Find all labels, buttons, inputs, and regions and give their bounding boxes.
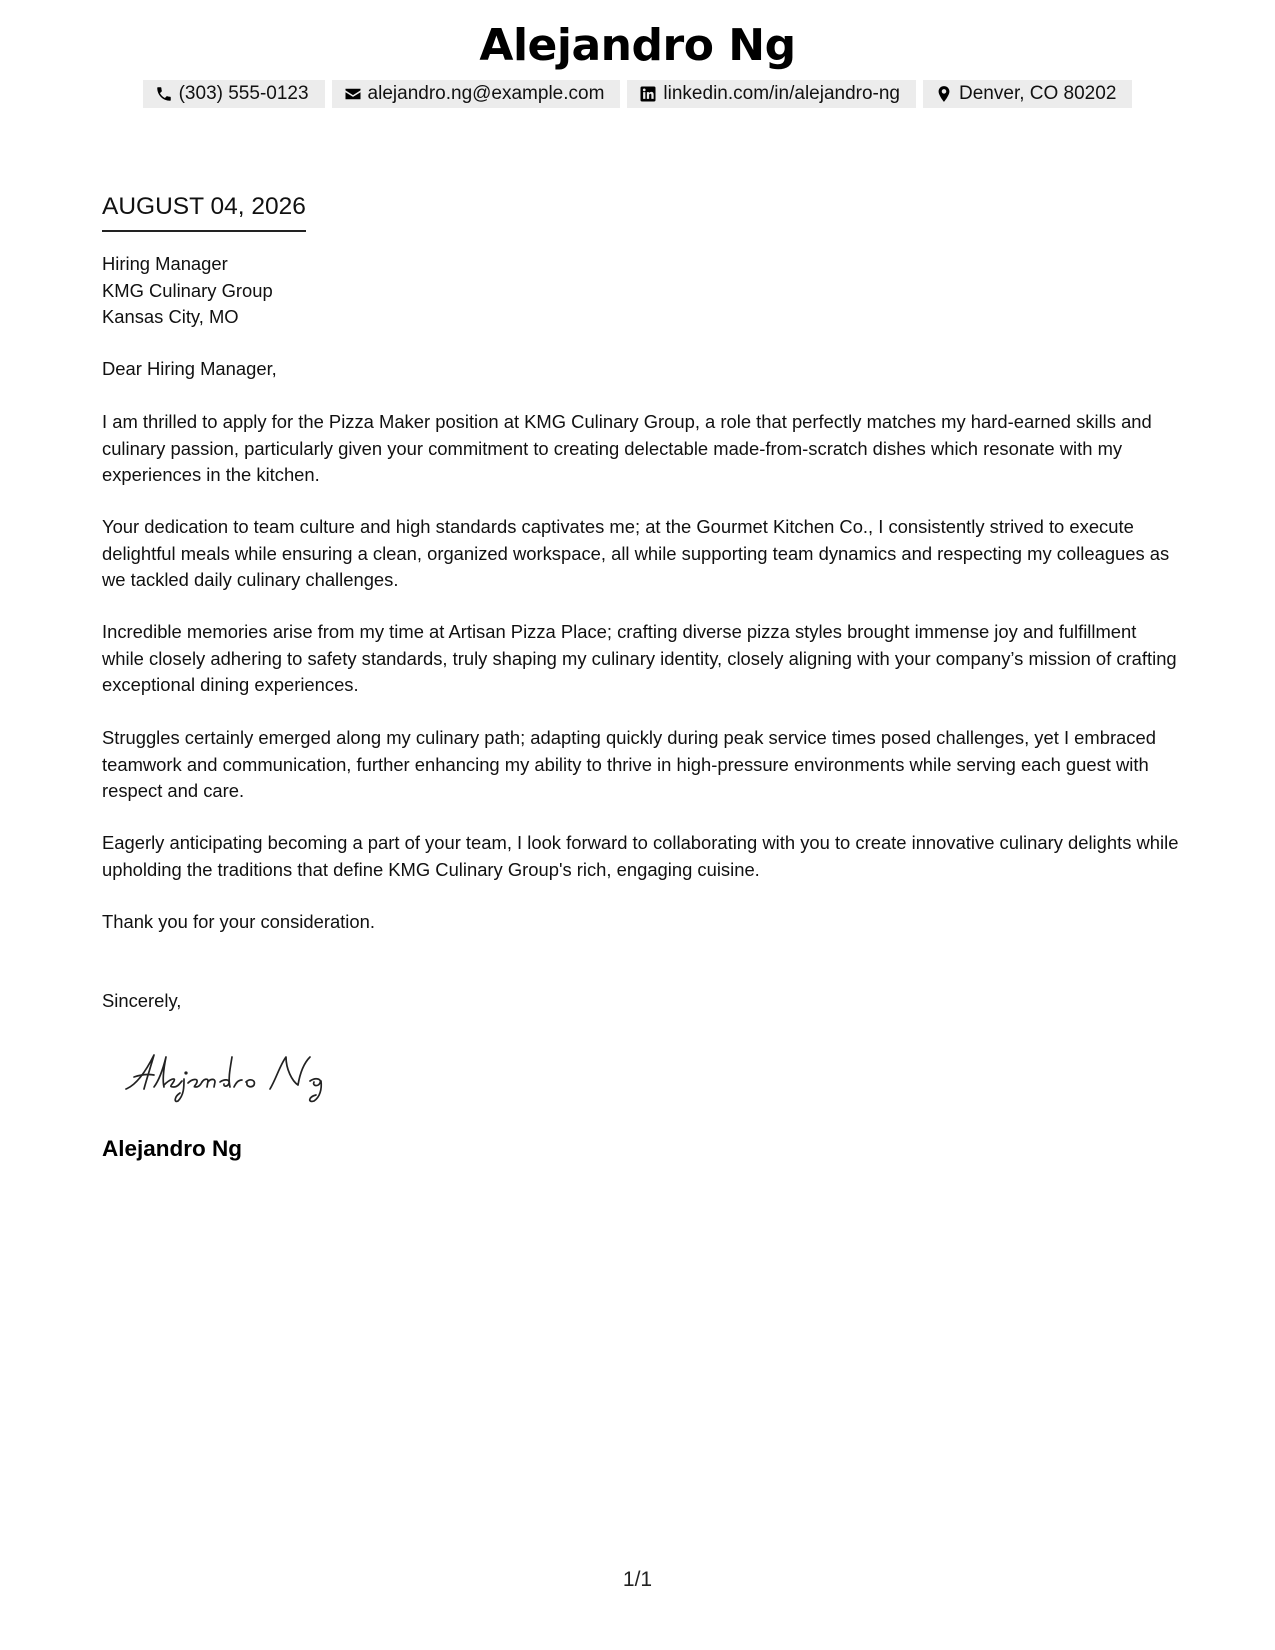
body-paragraph-4: Struggles certainly emerged along my culinary path; adapting quickly during peak service times posed challenges, yet I embraced teamwork and communication, further enhancing my ability to thrive in high-pressure environments while serving each guest with respect and care.: [102, 727, 1156, 801]
recipient-location: Kansas City, MO: [102, 306, 239, 327]
salutation: Dear Hiring Manager,: [102, 358, 277, 379]
contact-linkedin-text: linkedin.com/in/alejandro-ng: [663, 83, 901, 104]
page-indicator: 1/1: [622, 1568, 653, 1591]
body-paragraph-1: I am thrilled to apply for the Pizza Maker position at KMG Culinary Group, a role that perfectly matches my hard-earned skills and culinary passion, particularly given your commitment to creating delectable made-from-scratch dishes which resonate with my experiences in the kitchen.: [102, 411, 1152, 485]
contact-linkedin: [627, 80, 916, 108]
contact-phone-text: (303) 555-0123: [178, 83, 309, 104]
handwritten-signature: [120, 1045, 350, 1105]
map-pin-icon: [935, 85, 953, 103]
contact-email: [332, 80, 621, 108]
closing: Sincerely,: [102, 990, 182, 1011]
contact-bar: [0, 80, 1275, 108]
signer-name: Alejandro Ng: [102, 1136, 243, 1161]
recipient-block: [102, 251, 1182, 331]
linkedin-icon: [639, 85, 657, 103]
body-paragraph-3: Incredible memories arise from my time at Artisan Pizza Place; crafting diverse pizza styles brought immense joy and fulfillment while closely adhering to safety standards, truly shaping my culinary identity, closely aligning with your company’s mission of crafting exceptional dining experiences.: [102, 621, 1177, 695]
contact-location-text: Denver, CO 80202: [959, 83, 1117, 104]
recipient-company: KMG Culinary Group: [102, 279, 273, 301]
contact-phone: [143, 80, 325, 108]
applicant-name-header: Alejandro Ng: [479, 20, 796, 71]
thanks-line: Thank you for your consideration.: [102, 911, 375, 932]
envelope-icon: [344, 85, 362, 103]
contact-location: [923, 80, 1132, 108]
contact-email-text: alejandro.ng@example.com: [367, 83, 605, 104]
body-paragraph-2: Your dedication to team culture and high standards captivates me; at the Gourmet Kitchen Co., I consistently strived to execute delightful meals while ensuring a clean, organized workspace, all while supporting team dynamics and respecting my colleagues as we tackled daily culinary challenges.: [102, 516, 1170, 590]
phone-icon: [155, 85, 173, 103]
body-paragraph-5: Eagerly anticipating becoming a part of your team, I look forward to collaborating with you to create innovative culinary delights while upholding the traditions that define KMG Culinary Group's rich, engaging cuisine.: [102, 832, 1179, 880]
letter-date: AUGUST 04, 2026: [102, 191, 306, 232]
recipient-title: Hiring Manager: [102, 253, 228, 274]
